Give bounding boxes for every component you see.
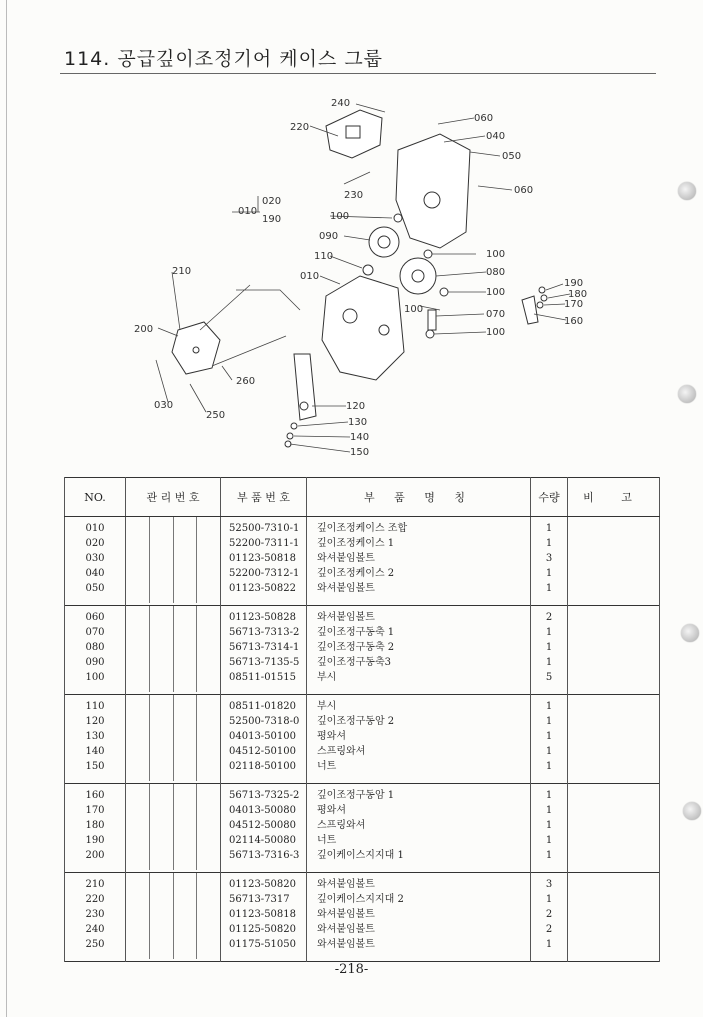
table-row-name: 부시 [317, 701, 337, 712]
header-code: 부 품 번 호 [221, 478, 307, 517]
arm-160-shape [522, 296, 538, 324]
table-row-name: 평와셔 [317, 805, 346, 816]
table-row-qty: 1 [545, 701, 553, 712]
table-row-code: 02118-50100 [229, 761, 297, 772]
table-row-name: 깊이케이스지지대 1 [317, 850, 404, 861]
cell-no [65, 606, 126, 695]
table-row-no: 140 [85, 746, 105, 757]
cell-qty [531, 873, 568, 962]
table-row-code: 56713-7314-1 [229, 642, 300, 653]
table-row-code: 01123-50820 [229, 879, 297, 890]
table-row-code: 52200-7312-1 [229, 568, 300, 579]
table-row-group [65, 784, 660, 873]
table-row-code: 02114-50080 [229, 835, 297, 846]
cell-mgmt [126, 784, 221, 873]
table-row-name: 와셔붙임볼트 [317, 924, 375, 935]
table-row-qty: 1 [545, 894, 553, 905]
table-row-qty: 5 [545, 672, 553, 683]
mgmt-subcell [197, 517, 220, 603]
callout-label: 220 [290, 122, 310, 133]
header-mgmt: 관 리 번 호 [126, 478, 221, 517]
mgmt-subcell [197, 873, 220, 959]
mgmt-subcell [174, 873, 198, 959]
cell-remarks [568, 606, 660, 695]
table-row-qty: 1 [545, 583, 553, 594]
table-row-code: 04512-50100 [229, 746, 297, 757]
cell-no [65, 784, 126, 873]
cell-name [307, 517, 531, 606]
mgmt-subcell [150, 873, 174, 959]
mgmt-subcell [126, 784, 150, 870]
table-row-qty: 3 [545, 879, 553, 890]
arm-hole-shape [300, 402, 308, 410]
callout-label: 190 [564, 278, 584, 289]
mgmt-subcell [174, 784, 198, 870]
table-row-qty: 1 [545, 805, 553, 816]
nut-190-shape [539, 287, 545, 293]
gear-hub-shape [378, 236, 390, 248]
case-040-shape [396, 134, 470, 248]
table-row-qty: 1 [545, 657, 553, 668]
callout-label: 210 [172, 266, 192, 277]
table-row-code: 56713-7316-3 [229, 850, 300, 861]
mgmt-subcell [174, 606, 198, 692]
table-row-qty: 1 [545, 850, 553, 861]
mgmt-subcell [126, 695, 150, 781]
table-row-code: 01123-50828 [229, 612, 297, 623]
table-row-no: 180 [85, 820, 105, 831]
table-row-qty: 1 [545, 835, 553, 846]
cell-remarks [568, 695, 660, 784]
table-row-no: 110 [85, 701, 105, 712]
callout-label: 260 [236, 376, 256, 387]
table-row-no: 090 [85, 657, 105, 668]
case-hole-shape [424, 192, 440, 208]
callout-label: 080 [486, 267, 506, 278]
table-row-no: 050 [85, 583, 105, 594]
table-row-no: 240 [85, 924, 105, 935]
callout-label: 020 [262, 196, 282, 207]
table-row-code: 08511-01820 [229, 701, 297, 712]
cell-no [65, 695, 126, 784]
table-row-qty: 1 [545, 790, 553, 801]
exploded-parts-diagram [0, 0, 703, 470]
mgmt-subcell [150, 784, 174, 870]
callout-label: 170 [564, 299, 584, 310]
callout-label: 180 [568, 289, 588, 300]
callout-label: 250 [206, 410, 226, 421]
table-row-name: 깊이조정구동암 2 [317, 716, 395, 727]
washer-170-shape [537, 302, 543, 308]
table-row-group [65, 606, 660, 695]
table-row-no: 160 [85, 790, 105, 801]
table-row-qty: 2 [545, 924, 553, 935]
table-row-no: 080 [85, 642, 105, 653]
page-title: 114. 공급깊이조정기어 케이스 그룹 [64, 48, 384, 70]
table-row-code: 04013-50080 [229, 805, 297, 816]
table-row-qty: 1 [545, 523, 553, 534]
bush-100-shape [394, 214, 402, 222]
table-row-no: 200 [85, 850, 105, 861]
table-row-code: 52500-7310-1 [229, 523, 300, 534]
callout-label: 010 [238, 206, 258, 217]
case-010-shape [322, 276, 404, 380]
callout-label: 010 [300, 271, 320, 282]
table-row-no: 170 [85, 805, 105, 816]
cell-remarks [568, 784, 660, 873]
table-row-no: 020 [85, 538, 105, 549]
callout-label: 070 [486, 309, 506, 320]
table-row-name: 깊이조정구동축 1 [317, 627, 395, 638]
table-row-qty: 1 [545, 761, 553, 772]
binder-hole-icon [683, 802, 701, 820]
shaft-070-shape [428, 310, 436, 330]
mgmt-subcell [126, 873, 150, 959]
table-row-no: 130 [85, 731, 105, 742]
cell-mgmt [126, 606, 221, 695]
cell-name [307, 695, 531, 784]
callout-label: 030 [154, 400, 174, 411]
mgmt-subcell [150, 606, 174, 692]
callout-label: 100 [404, 304, 424, 315]
cell-qty [531, 517, 568, 606]
table-row-no: 060 [85, 612, 105, 623]
table-row-group [65, 873, 660, 962]
table-row-name: 깊이조정구동암 1 [317, 790, 395, 801]
mgmt-subcell [126, 517, 150, 603]
table-row-qty: 1 [545, 538, 553, 549]
bush-100-shape [424, 250, 432, 258]
table-row-code: 56713-7325-2 [229, 790, 300, 801]
washer-140-shape [287, 433, 293, 439]
callout-label: 140 [350, 432, 370, 443]
table-row-code: 01175-51050 [229, 939, 297, 950]
bush-110-shape [363, 265, 373, 275]
table-row-code: 04512-50080 [229, 820, 297, 831]
table-row-name: 와셔붙임볼트 [317, 939, 375, 950]
table-row-code: 52200-7311-1 [229, 538, 300, 549]
table-row-name: 스프링와셔 [317, 746, 366, 757]
callout-label: 160 [564, 316, 584, 327]
mgmt-subcell [126, 606, 150, 692]
header-name: 부 품 명 칭 [307, 478, 531, 517]
cell-remarks [568, 517, 660, 606]
table-row-qty: 2 [545, 909, 553, 920]
callout-label: 200 [134, 324, 154, 335]
table-row-name: 너트 [317, 835, 337, 846]
header-qty: 수량 [531, 478, 568, 517]
bush-100-shape [440, 288, 448, 296]
callout-label: 100 [486, 287, 506, 298]
table-row-name: 와셔붙임볼트 [317, 909, 375, 920]
table-row-no: 190 [85, 835, 105, 846]
cell-qty [531, 695, 568, 784]
table-row-no: 030 [85, 553, 105, 564]
table-row-qty: 1 [545, 716, 553, 727]
table-row-name: 깊이조정케이스 1 [317, 538, 395, 549]
header-no: NO. [65, 478, 126, 517]
table-row-qty: 1 [545, 627, 553, 638]
mgmt-subcell [197, 784, 220, 870]
table-row-qty: 3 [545, 553, 553, 564]
callout-label: 190 [262, 214, 282, 225]
table-row-qty: 2 [545, 612, 553, 623]
table-row-no: 150 [85, 761, 105, 772]
parts-table [64, 477, 660, 962]
table-row-no: 070 [85, 627, 105, 638]
table-row-qty: 1 [545, 642, 553, 653]
callout-label: 120 [346, 401, 366, 412]
table-row-name: 와셔붙임볼트 [317, 583, 375, 594]
case-hole-shape [379, 325, 389, 335]
table-row-code: 01123-50818 [229, 553, 297, 564]
mgmt-subcell [174, 517, 198, 603]
callout-label: 100 [486, 249, 506, 260]
mgmt-subcell [197, 606, 220, 692]
table-row-name: 평와셔 [317, 731, 346, 742]
table-row-name: 깊이조정구동축3 [317, 657, 391, 668]
table-row-group [65, 517, 660, 606]
table-row-no: 220 [85, 894, 105, 905]
gear-hub-shape [412, 270, 424, 282]
table-row-no: 010 [85, 523, 105, 534]
table-row-name: 와셔붙임볼트 [317, 612, 375, 623]
callout-label: 090 [319, 231, 339, 242]
callout-label: 060 [514, 185, 534, 196]
table-row-name: 깊이조정케이스 2 [317, 568, 395, 579]
table-row-name: 깊이케이스지지대 2 [317, 894, 404, 905]
table-row-name: 와셔붙임볼트 [317, 553, 375, 564]
table-row-name: 깊이조정케이스 조합 [317, 523, 408, 534]
table-row-qty: 1 [545, 568, 553, 579]
callout-label: 240 [331, 98, 351, 109]
binder-hole-icon [681, 624, 699, 642]
cell-code [221, 517, 307, 606]
washer-180-shape [541, 295, 547, 301]
table-row-no: 210 [85, 879, 105, 890]
bracket-slot-shape [346, 126, 360, 138]
table-row-qty: 1 [545, 939, 553, 950]
cell-no [65, 873, 126, 962]
table-row-code: 56713-7317 [229, 894, 290, 905]
cell-mgmt [126, 873, 221, 962]
table-row-name: 부시 [317, 672, 337, 683]
cell-code [221, 784, 307, 873]
callout-label: 110 [314, 251, 334, 262]
cell-remarks [568, 873, 660, 962]
cell-qty [531, 606, 568, 695]
callout-label: 100 [486, 327, 506, 338]
table-row-group [65, 695, 660, 784]
table-row-no: 100 [85, 672, 105, 683]
table-row-code: 08511-01515 [229, 672, 297, 683]
table-row-qty: 1 [545, 820, 553, 831]
bolt-hole-shape [193, 347, 199, 353]
table-row-no: 230 [85, 909, 105, 920]
table-row-code: 01125-50820 [229, 924, 297, 935]
table-row-name: 너트 [317, 761, 337, 772]
bush-100-shape [426, 330, 434, 338]
callout-label: 100 [330, 211, 350, 222]
mgmt-subcell [150, 517, 174, 603]
callout-label: 130 [348, 417, 368, 428]
cell-code [221, 606, 307, 695]
table-row-code: 56713-7313-2 [229, 627, 300, 638]
washer-130-shape [291, 423, 297, 429]
cell-mgmt [126, 695, 221, 784]
mgmt-subcell [150, 695, 174, 781]
table-row-code: 01123-50818 [229, 909, 297, 920]
table-row-qty: 1 [545, 731, 553, 742]
callout-label: 150 [350, 447, 370, 458]
cell-code [221, 695, 307, 784]
table-row-name: 와셔붙임볼트 [317, 879, 375, 890]
cell-qty [531, 784, 568, 873]
table-row-name: 깊이조정구동축 2 [317, 642, 395, 653]
cell-name [307, 873, 531, 962]
table-row-code: 56713-7135-5 [229, 657, 300, 668]
case-hole-shape [343, 309, 357, 323]
table-row-name: 스프링와셔 [317, 820, 366, 831]
table-row-no: 040 [85, 568, 105, 579]
table-row-code: 01123-50822 [229, 583, 297, 594]
cell-code [221, 873, 307, 962]
page-number: -218- [334, 962, 369, 977]
table-row-no: 250 [85, 939, 105, 950]
table-row-qty: 1 [545, 746, 553, 757]
mgmt-subcell [197, 695, 220, 781]
table-row-code: 04013-50100 [229, 731, 297, 742]
table-header-row [65, 478, 660, 517]
cell-name [307, 606, 531, 695]
callout-label: 040 [486, 131, 506, 142]
table-row-code: 52500-7318-0 [229, 716, 300, 727]
callout-label: 050 [502, 151, 522, 162]
cell-mgmt [126, 517, 221, 606]
cell-name [307, 784, 531, 873]
callout-label: 060 [474, 113, 494, 124]
callout-label: 230 [344, 190, 364, 201]
table-row-no: 120 [85, 716, 105, 727]
header-remarks: 비 고 [568, 478, 660, 517]
cell-no [65, 517, 126, 606]
mgmt-subcell [174, 695, 198, 781]
